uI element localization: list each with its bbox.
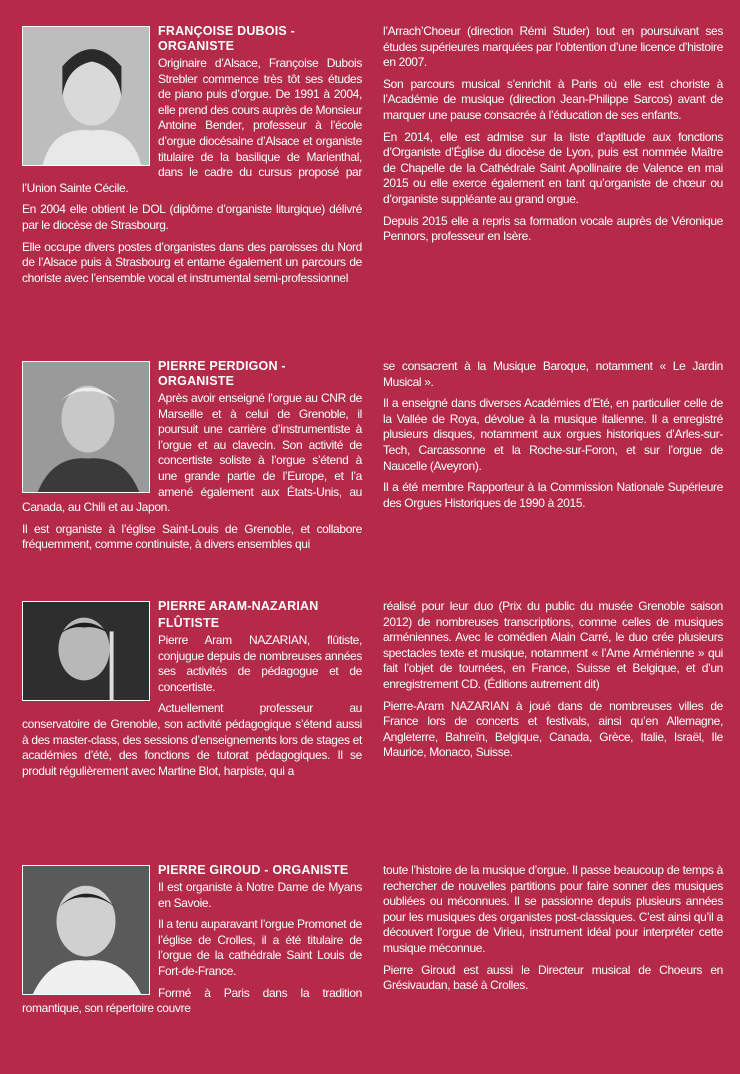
bio-title: PIERRE PERDIGON - ORGANISTE bbox=[158, 359, 286, 388]
bio-paragraph: Elle occupe divers postes d’organistes dans des paroisses du Nord de l’Alsace puis à Strasbourg et entame également un parcours de choriste avec l’ensemble vocal et instrumental semi-professionnel bbox=[22, 239, 362, 285]
bio-title: FRANÇOISE DUBOIS - ORGANISTE bbox=[158, 24, 295, 53]
bio-paragraph: En 2014, elle est admise sur la liste d’aptitude aux fonctions d’Organiste d’Église du diocèse de Lyon, puis est nommée Maître de Chapelle de la Cathédrale Saint Apollinaire de Valence en mai 2015 ou elle exerce également en tant qu’organiste de chœur ou d’organiste suppléante au grand orgue. bbox=[383, 129, 723, 206]
bio-title: PIERRE GIROUD - ORGANISTE bbox=[158, 863, 349, 877]
bio-paragraph: Il a été membre Rapporteur à la Commission Nationale Supérieure des Orgues Historiques de 1990 à 2015. bbox=[383, 480, 723, 510]
bio-paragraph: Il est organiste à l’église Saint-Louis de Grenoble, et collabore fréquemment, comme continuiste, à divers ensembles qui bbox=[22, 521, 362, 552]
bio-paragraph: Pierre-Aram NAZARIAN à joué dans de nombreuses villes de France lors de concerts et festivals, ainsi qu’en Allemagne, Angleterre, Bahreïn, Belgique, Canada, Grèce, Italie, Israël, Ile Maurice, Monaco, Suisse. bbox=[383, 698, 723, 760]
bio-paragraph: Après avoir enseigné l’orgue au CNR de Marseille et à celui de Grenoble, il poursuit une carrière d’instrumentiste à l’orgue et au clavecin. Son activité de concertiste soliste à l’orgue s’étend à une grande partie de l’Europe, et l’a amené également aux États-Unis, au Canada, au Chili et au Japon. bbox=[22, 391, 362, 515]
portrait-photo-pierre-aram-nazarian bbox=[22, 601, 150, 701]
portrait-photo-pierre-giroud bbox=[22, 865, 150, 995]
bio-paragraph: Il a tenu auparavant l’orgue Promonet de l’église de Crolles, il a été titulaire de l’orgue de la cathédrale Saint Louis de Fort-de-France. bbox=[158, 917, 362, 978]
bio-paragraph: réalisé pour leur duo (Prix du public du musée Grenoble saison 2012) de nombreuses transcriptions, comme celles de musiques arméniennes. Avec le comédien Alain Carré, le duo crée plusieurs spectacles texte et musique, notamment « l’Ame Arménienne » qui fait l’objet de tournées, en France, Suisse et Belgique, et d’un enregistrement CD. (Éditions autrement dit) bbox=[383, 599, 723, 691]
bio-paragraph: se consacrent à la Musique Baroque, notamment « Le Jardin Musical ». bbox=[383, 359, 723, 389]
bio-paragraph: Il est organiste à Notre Dame de Myans en Savoie. bbox=[158, 880, 362, 910]
bio-paragraph: l’Arrach’Choeur (direction Rémi Studer) tout en poursuivant ses études supérieures marquées par l’obtention d’une licence d’histoire en 2007. bbox=[383, 24, 723, 70]
bio-paragraph: Originaire d’Alsace, Françoise Dubois Strebler commence très tôt ses études de piano puis d’orgue. De 1991 à 2004, elle prend des cours auprès de Monsieur Antoine Bender, professeur à l’école d’orgue diocésaine d’Alsace et organiste titulaire de la basilique de Marienthal, dans le cadre du cursus proposé par l’Union Sainte Cécile. bbox=[22, 56, 362, 195]
bio-paragraph: En 2004 elle obtient le DOL (diplôme d’organiste liturgique) délivré par le diocèse de Strasbourg. bbox=[22, 202, 362, 232]
portrait-photo-francoise-dubois bbox=[22, 26, 150, 166]
bio-paragraph: toute l’histoire de la musique d’orgue. Il passe beaucoup de temps à rechercher de nouvelles partitions pour faire sonner des musiques oubliées ou méconnues. Il se passionne depuis plusieurs années pour les musiques des organistes post-classiques. C’est ainsi qu’il a découvert l’orgue de Virieu, instrument idéal pour interpréter cette musique méconnue. bbox=[383, 863, 723, 955]
bio-subtitle: FLÛTISTE bbox=[158, 616, 220, 630]
bio-title: PIERRE ARAM-NAZARIAN bbox=[158, 599, 319, 613]
bio-paragraph: Pierre Aram NAZARIAN, flûtiste, conjugue depuis de nombreuses années ses activités de pédagogue et de concertiste. bbox=[158, 633, 362, 694]
bio-paragraph: Pierre Giroud est aussi le Directeur musical de Choeurs en Grésivaudan, basé à Crolles. bbox=[383, 962, 723, 993]
bio-paragraph: Actuellement professeur au conservatoire de Grenoble, son activité pédagogique s’étend aussi à des master-class, des sessions d’enseignements lors de stages et académies d’été, des fonctions de tutorat pédagogiques. Il se produit régulièrement avec Martine Blot, harpiste, qui a bbox=[22, 701, 362, 778]
bio-paragraph: Depuis 2015 elle a repris sa formation vocale auprès de Véronique Pennors, professeur en Isère. bbox=[383, 213, 723, 244]
bio-paragraph: Formé à Paris dans la tradition romantique, son répertoire couvre bbox=[22, 985, 362, 1016]
bio-paragraph: Il a enseigné dans diverses Académies d’Eté, en particulier celle de la Vallée de Roya, dévolue à la musique italienne. Il a enregistré plusieurs disques, notamment aux orgues historiques d’Arles-sur-Tech, Carcassonne et la Roche-sur-Foron, et sur l’orgue de Naucelle (Aveyron). bbox=[383, 396, 723, 473]
bio-paragraph: Son parcours musical s’enrichit à Paris où elle est choriste à l’Académie de musique (direction Jean-Philippe Sarcos) avant de marquer une pause consacrée à l’éducation de ses enfants. bbox=[383, 76, 723, 122]
portrait-photo-pierre-perdigon bbox=[22, 361, 150, 493]
